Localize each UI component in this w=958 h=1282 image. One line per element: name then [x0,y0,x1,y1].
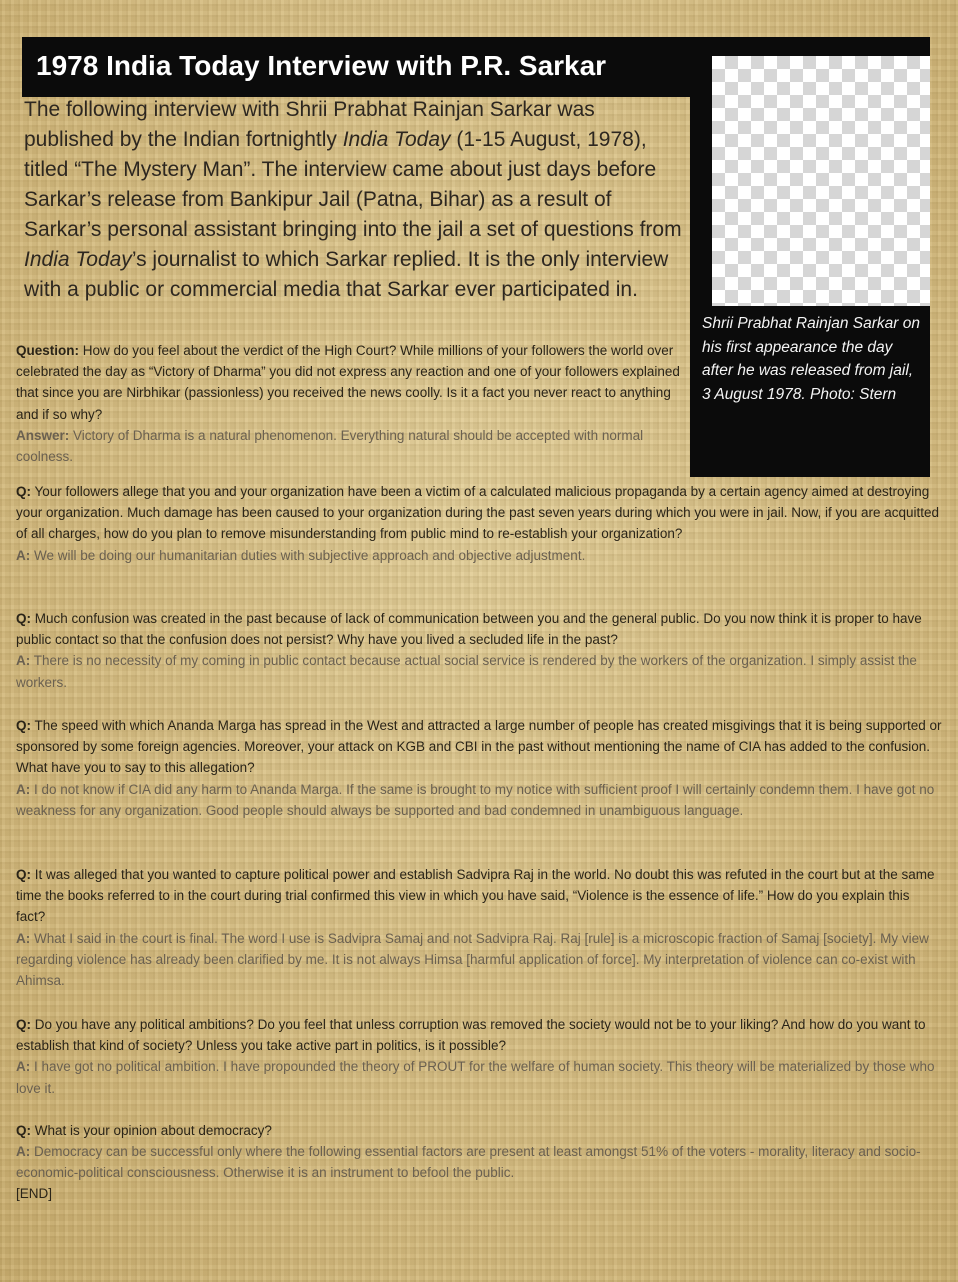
qa-block [16,715,942,821]
question [16,715,942,779]
intro-text: ’s journalist to which Sarkar replied. It is the only interview with a public or commercial media that Sarkar ever participated in. [24,248,669,301]
question [16,340,684,425]
question [16,1120,942,1141]
question [16,1014,942,1056]
answer-text: I do not know if CIA did any harm to Ananda Marga. If the same is brought to my notice with sufficient proof I will certainly condemn them. I have got no weakness for any organization. Good people should always be supported and bad condemned in unambiguous language. [16,781,935,818]
page-title: 1978 India Today Interview with P.R. Sarkar [36,50,607,81]
publication-name: India Today [342,128,451,151]
photo-caption: Shrii Prabhat Rainjan Sarkar on his first appearance the day after he was released from jail, 3 August 1978. Photo: Stern [702,315,920,403]
answer-text: I have got no political ambition. I have propounded the theory of PROUT for the welfare of human society. This theory will be materialized by those who love it. [16,1059,935,1096]
answer-text: We will be doing our humanitarian duties with subjective approach and objective adjustment. [30,547,586,563]
answer [16,928,942,992]
qa-block [16,340,684,467]
intro-paragraph [24,95,684,305]
answer [16,1056,942,1098]
answer-label: A: [16,547,31,563]
question-text: Much confusion was created in the past because of lack of communication between you and the general public. Do you now think it is proper to have public contact so that the confusion does not persist? Why have you lived a secluded life in the past? [16,611,922,648]
question-label: Q: [16,718,31,733]
answer-label: A: [16,781,31,797]
answer-label: A: [16,653,31,669]
answer-text: Democracy can be successful only where the following essential factors are present at least amongst 51% of the voters - morality, literacy and socio-economic-political consciousness. Otherwise it is an instrument to befool the public. [16,1144,921,1181]
question [16,608,942,650]
answer-text: There is no necessity of my coming in public contact because actual social service is rendered by the workers of the organization. I simply assist the workers. [16,653,917,690]
qa-block [16,1014,942,1099]
publication-name: India Today [24,248,132,271]
answer-label: Answer: [16,427,70,443]
end-marker: [END] [16,1186,53,1201]
answer [16,650,942,692]
answer-label: A: [16,930,31,946]
question-label: Q: [16,611,31,626]
qa-block [16,1120,942,1184]
question-text: It was alleged that you wanted to capture political power and establish Sadvipra Raj in the world. No doubt this was refuted in the court but at the same time the books referred to in the court during trial confirmed this view in which you have said, “Violence is the essence of life.” How do you explain this fact? [16,867,935,925]
intro-text: (1-15 August, 1978), titled “The Mystery Man”. The interview came about just days before Sarkar’s release from Bankipur Jail (Patna, Bihar) as a result of Sarkar’s personal assistant bringing into the jail a set of questions from [24,128,682,241]
question-label: Question: [16,343,79,358]
qa-block [16,481,942,566]
answer [16,779,942,821]
question-text: The speed with which Ananda Marga has spread in the West and attracted a large number of people has created misgivings that it is being supported or sponsored by some foreign agencies. Moreover, your attack on KGB and CBI in the past without mentioning the name of CIA has added to the confusion. What have you to say to this allegation? [16,718,942,776]
answer-text: Victory of Dharma is a natural phenomenon. Everything natural should be accepted with normal coolness. [16,427,644,465]
question-label: Q: [16,484,31,499]
intro-text: The following interview with Shrii Prabhat Rainjan Sarkar was published by the Indian fortnightly [24,98,595,151]
question-label: Q: [16,1017,31,1032]
question [16,481,942,545]
photo-placeholder [712,56,930,306]
answer-label: A: [16,1144,31,1160]
qa-block [16,864,942,991]
question-label: Q: [16,1123,31,1138]
question-text: Do you have any political ambitions? Do you feel that unless corruption was removed the society would not be to your liking? And how do you want to establish that kind of society? Unless you take active part in politics, is it possible? [16,1017,926,1054]
answer [16,1141,942,1183]
answer [16,545,942,566]
question [16,864,942,928]
answer-label: A: [16,1059,31,1075]
question-label: Q: [16,867,31,882]
question-text: Your followers allege that you and your organization have been a victim of a calculated malicious propaganda by a certain agency aimed at destroying your organization. Much damage has been caused to your organization during the past seven years during which you were in jail. Now, if you are acquitted of all charges, how do you plan to remove misunderstanding from public mind to re-establish your organization? [16,484,940,542]
answer-text: What I said in the court is final. The word I use is Sadvipra Samaj and not Sadvipra Raj. Raj [rule] is a microscopic fraction of Samaj [society]. My view regarding violence has already been clarified by me. It is not always Himsa [harmful application of force]. My interpretation of violence can co-exist with Ahimsa. [16,930,929,989]
question-text: What is your opinion about democracy? [31,1123,272,1138]
answer [16,425,684,467]
question-text: How do you feel about the verdict of the High Court? While millions of your followers the world over celebrated the day as “Victory of Dharma” you did not express any reaction and one of your followers explained that since you are Nirbhikar (passionless) you received the news coolly. Is it a fact you never react to anything and if so why? [16,343,680,422]
qa-block [16,608,942,693]
